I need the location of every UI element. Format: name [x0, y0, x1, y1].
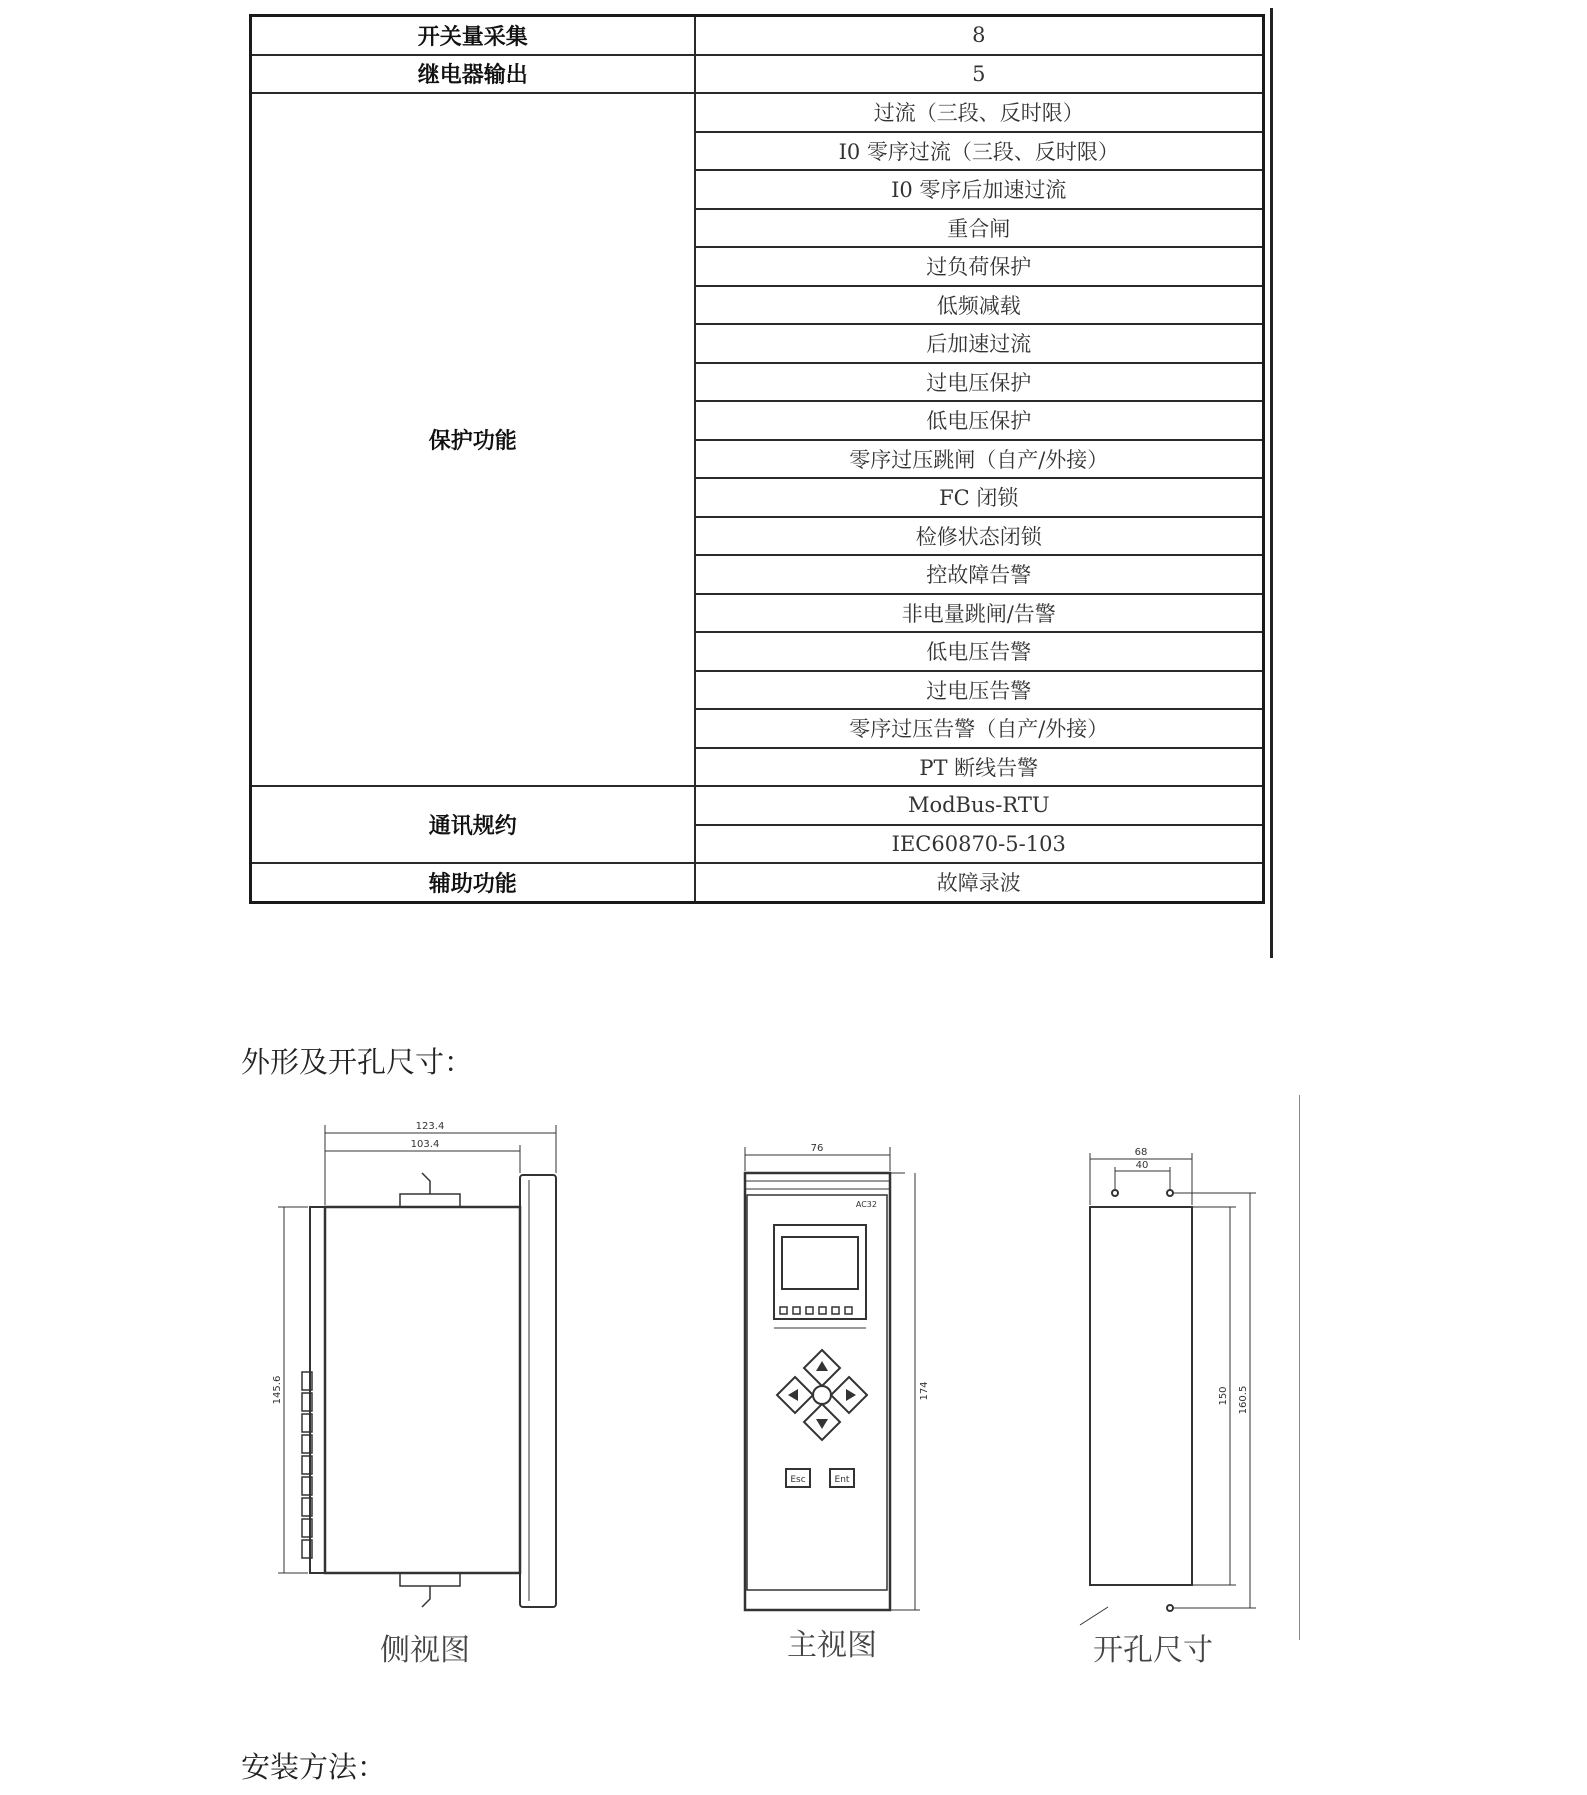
table-row	[251, 786, 1264, 825]
row-value: 低电压保护	[695, 401, 1264, 440]
cutout-dim-height: 150	[1218, 1386, 1229, 1406]
cutout-dim-holes: 40	[1135, 1160, 1149, 1171]
row-value: ModBus-RTU	[695, 786, 1264, 825]
table-row	[251, 16, 1264, 55]
diagrams-svg	[250, 1095, 1300, 1675]
installation-heading: 安装方法：	[241, 1750, 387, 1784]
dimension-diagrams	[250, 1095, 1300, 1679]
front-view-drawing	[745, 1147, 920, 1610]
table-right-rule	[1270, 8, 1273, 958]
cutout-dim-width: 68	[1134, 1147, 1148, 1158]
row-value: FC 闭锁	[695, 478, 1264, 517]
dimensions-heading: 外形及开孔尺寸：	[241, 1045, 474, 1079]
row-value: 低电压告警	[695, 632, 1264, 671]
row-value: 过流（三段、反时限）	[695, 93, 1264, 132]
row-value: 低频减载	[695, 286, 1264, 325]
table-row	[251, 863, 1264, 902]
row-label: 辅助功能	[251, 863, 695, 902]
side-dim-height: 145.6	[272, 1375, 283, 1405]
side-view-drawing	[278, 1125, 556, 1607]
ent-key-label: Ent	[834, 1475, 850, 1485]
cutout-dim-total: 160.5	[1238, 1385, 1249, 1415]
table-row	[251, 93, 1264, 132]
row-value: 后加速过流	[695, 324, 1264, 363]
row-value: 过电压保护	[695, 363, 1264, 402]
row-label: 通讯规约	[251, 786, 695, 863]
row-label: 保护功能	[251, 93, 695, 786]
front-view-caption: 主视图	[787, 1628, 877, 1663]
front-model-text: AC32	[855, 1200, 877, 1209]
row-value: IEC60870-5-103	[695, 825, 1264, 864]
side-dim-body: 103.4	[410, 1139, 440, 1150]
front-dim-width: 76	[810, 1143, 824, 1154]
cutout-drawing	[1080, 1153, 1256, 1625]
row-value: 非电量跳闸/告警	[695, 594, 1264, 633]
side-dim-overall: 123.4	[415, 1121, 445, 1132]
row-value: 故障录波	[695, 863, 1264, 902]
spec-table	[249, 14, 1265, 904]
esc-key-label: Esc	[790, 1475, 806, 1485]
row-value: 过电压告警	[695, 671, 1264, 710]
row-label: 开关量采集	[251, 16, 695, 55]
cutout-caption: 开孔尺寸	[1093, 1633, 1213, 1668]
row-value: 5	[695, 55, 1264, 94]
front-dim-height: 174	[919, 1381, 930, 1401]
row-value: 过负荷保护	[695, 247, 1264, 286]
row-value: 控故障告警	[695, 555, 1264, 594]
row-value: 检修状态闭锁	[695, 517, 1264, 556]
row-value: 零序过压跳闸（自产/外接）	[695, 440, 1264, 479]
row-value: 8	[695, 16, 1264, 55]
row-value: PT 断线告警	[695, 748, 1264, 787]
table-row	[251, 55, 1264, 94]
row-value: I0 零序后加速过流	[695, 170, 1264, 209]
row-label: 继电器输出	[251, 55, 695, 94]
side-view-caption: 侧视图	[380, 1633, 470, 1668]
row-value: 零序过压告警（自产/外接）	[695, 709, 1264, 748]
row-value: I0 零序过流（三段、反时限）	[695, 132, 1264, 171]
row-value: 重合闸	[695, 209, 1264, 248]
